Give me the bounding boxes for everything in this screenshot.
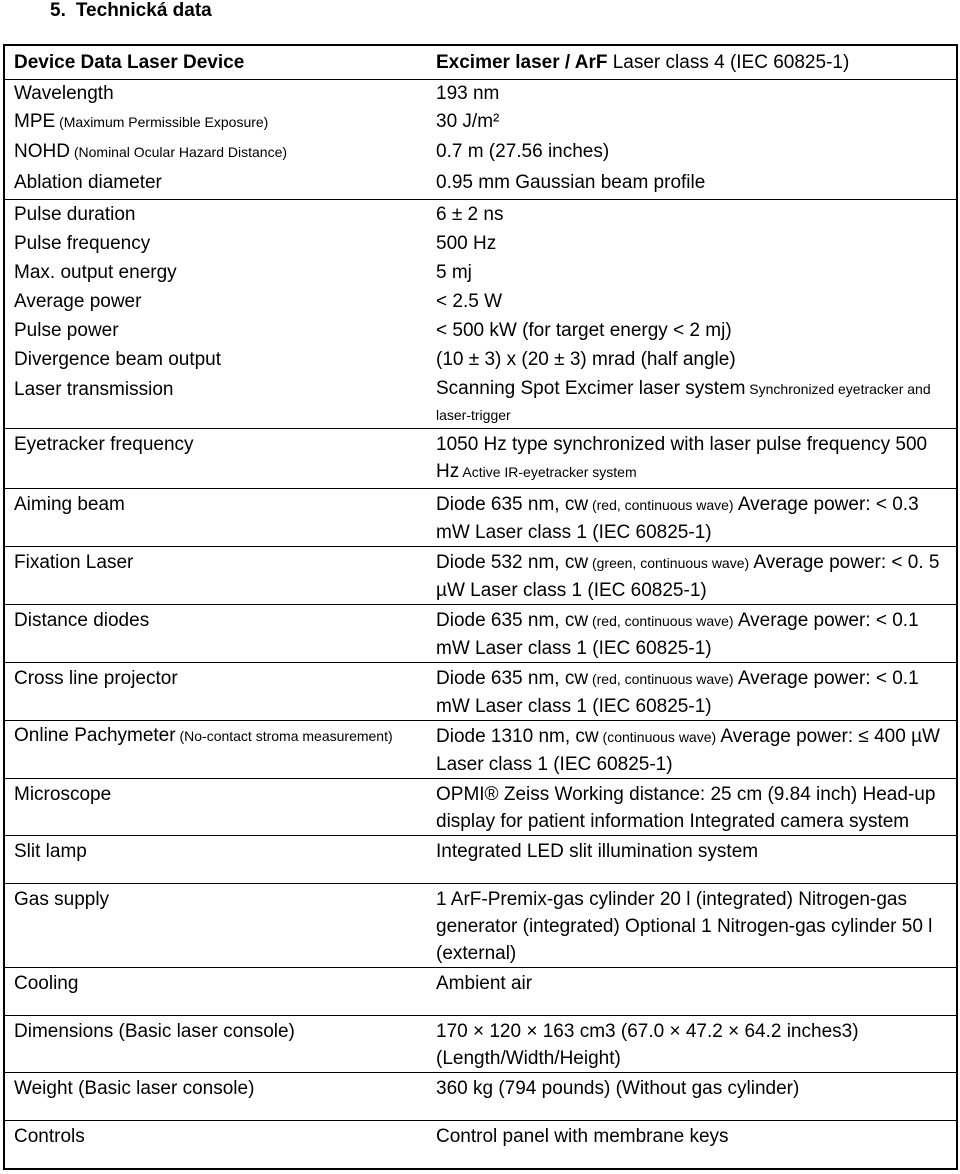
header-value	[427, 45, 957, 80]
row-value: Ambient air	[427, 968, 957, 1016]
label-note: (Nominal Ocular Hazard Distance)	[69, 144, 288, 160]
table-row	[4, 258, 957, 287]
row-label: Pulse frequency	[14, 233, 151, 254]
label-main: Online Pachymeter	[14, 725, 176, 746]
row-value: < 500 kW (for target energy < 2 mj)	[436, 320, 732, 341]
row-value: OPMI® Zeiss Working distance: 25 cm (9.84 inch) Head-up display for patient information Integrated camera system	[427, 779, 957, 836]
header-value-bold: Excimer laser / ArF	[436, 52, 608, 73]
table-row	[4, 374, 957, 429]
table-row	[4, 605, 957, 663]
row-label	[4, 107, 427, 137]
row-label: Dimensions (Basic laser console)	[4, 1016, 427, 1073]
row-value: (10 ± 3) x (20 ± 3) mrad (half angle)	[436, 349, 736, 370]
row-label: Gas supply	[4, 884, 427, 968]
row-value: < 2.5 W	[436, 291, 502, 312]
row-label: Slit lamp	[4, 836, 427, 884]
value-rest: Average power: < 0. 5 µW Laser class 1 (IEC 60825-1)	[436, 552, 940, 601]
value-rest: Average power: < 0.3 mW Laser class 1 (IEC 60825-1)	[436, 494, 919, 543]
row-value: 360 kg (794 pounds) (Without gas cylinder)	[427, 1073, 957, 1121]
value-note: (red, continuous wave)	[588, 497, 734, 513]
value-main: 1050 Hz type synchronized with laser pulse frequency 500 Hz	[436, 434, 928, 482]
row-label: Cross line projector	[4, 663, 427, 721]
row-value	[427, 547, 957, 605]
value-main: Diode 635 nm, cw	[436, 610, 589, 631]
row-label: Divergence beam output	[14, 349, 222, 370]
row-value: 30 J/m²	[436, 111, 500, 132]
value-note: (green, continuous wave)	[588, 555, 750, 571]
row-value	[427, 721, 957, 779]
value-main: Diode 635 nm, cw	[436, 494, 589, 515]
table-row	[4, 167, 957, 200]
row-label: Microscope	[4, 779, 427, 836]
value-rest: Average power: ≤ 400 µW Laser class 1 (IEC 60825-1)	[436, 726, 940, 775]
row-value	[427, 429, 957, 489]
value-main: Diode 532 nm, cw	[436, 552, 589, 573]
table-row	[4, 836, 957, 884]
row-label: Eyetracker frequency	[4, 429, 427, 489]
row-value	[427, 489, 957, 547]
value-main: Diode 1310 nm, cw	[436, 726, 599, 747]
table-row	[4, 884, 957, 968]
row-value: 1 ArF-Premix-gas cylinder 20 l (integrated) Nitrogen-gas generator (integrated) Optional 1 Nitrogen-gas cylinder 50 l (external)	[427, 884, 957, 968]
value-rest: Average power: < 0.1 mW Laser class 1 (IEC 60825-1)	[436, 668, 919, 717]
row-value: 500 Hz	[436, 233, 497, 254]
table-row	[4, 968, 957, 1016]
row-value: 170 × 120 × 163 cm3 (67.0 × 47.2 × 64.2 inches3) (Length/Width/Height)	[427, 1016, 957, 1073]
table-row	[4, 663, 957, 721]
table-row	[4, 80, 957, 108]
label-note: (Maximum Permissible Exposure)	[55, 114, 269, 130]
row-label: Wavelength	[4, 80, 427, 108]
table-row	[4, 1016, 957, 1073]
row-value: 6 ± 2 ns	[427, 200, 957, 230]
table-row	[4, 721, 957, 779]
table-row	[4, 1121, 957, 1170]
table-row	[4, 200, 957, 230]
table-row	[4, 489, 957, 547]
row-value: 193 nm	[427, 80, 957, 108]
row-label	[4, 137, 427, 167]
row-label: Aiming beam	[4, 489, 427, 547]
technical-data-table	[3, 44, 958, 1170]
header-value-rest: Laser class 4 (IEC 60825-1)	[607, 52, 850, 73]
row-value: Integrated LED slit illumination system	[427, 836, 957, 884]
header-label: Device Data Laser Device	[14, 52, 245, 73]
row-label: Pulse duration	[4, 200, 427, 230]
row-value	[427, 605, 957, 663]
value-main: Scanning Spot Excimer laser system	[436, 378, 746, 399]
table-row	[4, 429, 957, 489]
label-main: NOHD	[14, 141, 70, 162]
value-note: (continuous wave)	[598, 729, 717, 745]
table-row	[4, 137, 957, 167]
value-main: Diode 635 nm, cw	[436, 668, 589, 689]
row-label: Fixation Laser	[4, 547, 427, 605]
value-note: (red, continuous wave)	[588, 671, 734, 687]
table-row	[4, 229, 957, 258]
table-row	[4, 287, 957, 316]
row-label: Controls	[4, 1121, 427, 1170]
row-value: 0.7 m (27.56 inches)	[436, 141, 610, 162]
row-value	[427, 663, 957, 721]
row-value	[427, 374, 957, 429]
row-value: 0.95 mm Gaussian beam profile	[436, 172, 706, 193]
label-note: (No-contact stroma measurement)	[175, 728, 393, 744]
row-label: Pulse power	[14, 320, 119, 341]
table-row	[4, 345, 957, 374]
table-row	[4, 316, 957, 345]
row-label: Ablation diameter	[14, 172, 162, 193]
row-label	[4, 721, 427, 779]
value-rest: Average power: < 0.1 mW Laser class 1 (IEC 60825-1)	[436, 610, 919, 659]
table-row	[4, 1073, 957, 1121]
table-header-row	[4, 45, 957, 80]
row-label: Laser transmission	[14, 379, 174, 400]
table-row	[4, 107, 957, 137]
section-title: Technická data	[75, 0, 212, 21]
row-value: Control panel with membrane keys	[427, 1121, 957, 1170]
row-value: 5 mj	[436, 262, 472, 283]
row-label: Weight (Basic laser console)	[4, 1073, 427, 1121]
row-label: Cooling	[4, 968, 427, 1016]
section-heading	[50, 0, 212, 22]
section-number: 5.	[50, 0, 66, 21]
label-main: MPE	[14, 111, 56, 132]
row-label: Average power	[14, 291, 142, 312]
row-label: Max. output energy	[14, 262, 177, 283]
table-row	[4, 547, 957, 605]
table-row	[4, 779, 957, 836]
row-label: Distance diodes	[4, 605, 427, 663]
value-note: (red, continuous wave)	[588, 613, 734, 629]
value-note: Synchronized eyetracker and laser-trigger	[436, 381, 931, 423]
value-note: Active IR-eyetracker system	[459, 464, 637, 480]
